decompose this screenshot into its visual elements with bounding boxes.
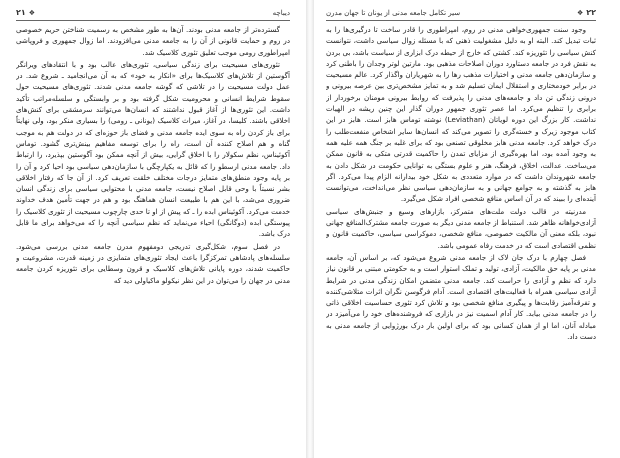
ornament-icon: ❖ [576, 9, 584, 17]
ornament-icon: ❖ [28, 9, 36, 17]
right-page [314, 0, 620, 458]
paragraph: فصل چهارم با درک جان لاک از جامعه مدنی شروع می‌شود که، بر اساس آن، جامعه مدنی بر پایه حق مالکیت، آزادی، تولید و تملک استوار است و به حکومتی مبتنی بر قانون نیاز دارد که نظم و آزادی را حراست کند. جامعه مدنی متضمن امکان زندگی مدنی در شرایط آزادی سیاسی همراه با فعالیت‌های اقتصادی است. آدام فرگوسن نگران اثرات متلاشی‌کننده و تفرقه‌آمیز رقابت‌ها و پیگیری منافع شخصی بود و تلاش کرد تئوری حساسیت اخلاقی ذاتی را در جامعه مدنی بیابد. کار آدام اسمیت نیز در بازاری که فروشنده‌های خود را می‌آمیزد در مبادله آنان، اما او از همان کسانی بود که برای اولین بار درک بورژوایی از جامعه مدنی به دست داد. [326, 252, 596, 342]
paragraph: گسترده‌تر از جامعه مدنی بودند. آن‌ها به طور مشخص به رسمیت شناختن حریم خصوصی در روم و حمایت قانونی از آن را به جامعه مدنی می‌افزودند. اما زوال جمهوری و فروپاشی امپراطوری رومی موجب تعلیق تئوری کلاسیک شد. [16, 25, 290, 57]
page-number: ۲۱ [16, 8, 26, 17]
left-page-body [16, 24, 290, 456]
paragraph: مدرنیته در قالب دولت ملت‌های متمرکز، بازارهای وسیع و جنبش‌های سیاسی آزادی‌خواهانه ظاهر شد. استنباط از جامعه مدنی دیگر به صورت جامعه مشترک‌المنافع جهانی نبود، بلکه معنی آن مالکیت خصوصی، منافع شخصی، دموکراسی سیاسی، حاکمیت قانون و نظمی اقتصادی است که در خدمت رفاه عمومی باشد. [326, 206, 596, 250]
left-page-header [16, 6, 290, 20]
header-rule [326, 20, 596, 21]
running-title: دیباچه [272, 9, 290, 17]
page-number: ۲۲ [586, 8, 596, 17]
right-page-header [326, 6, 596, 20]
left-page [0, 0, 306, 458]
running-title: سیر تکامل جامعه مدنی از یونان تا جهان مدرن [326, 9, 461, 17]
paragraph: وجود سنت جمهوری‌خواهی مدنی در روم، امپراطوری را قادر ساخت تا درگیری‌ها را به ثبات تبدیل کند. البته او به دلیل مشغولیت ذهنی که با مسئله زوال سیاسی داشت، نتوانست کنش سیاسی را تئوریزه کند. کشتی که خارج از حیطه درک ابزاری از سیاست باشد، بی بردن به نقش فرد در جامعه دستاورد دوران اصلاحات مذهبی بود. مارتین لوتر وجدان را باطنی کرد و سازمان‌دهی جامعه مدنی و اختیارات مذهب رها را به شهریاران واگذار کرد. عالم مسیحیت در برابر خودمختاری و استقلال ایمان تسلیم شد و به تمایز مشخص‌تری بین عرصه بیرونی و درونی زندگی تن داد و جامعه‌های مدنی را پذیرفت که روابط بیرونی مومنان برخوردار از برابری را تنظیم می‌کرد. اما عصر تئوری جمهور دوران گذار این چنین ریشه در الهیات نداشت. کار بزرگ این دوره لویاتان (Leviathan) نوشته توماس هابز است. هابز در این کتاب موجود زیرک و خسته‌گری را تصویر می‌کند که انسان‌ها سایر اشخاص منفعت‌طلب را درک خواهد کرد. جامعه مدنی هابز مخلوقی تصنعی بود که برای غلبه بر جنگ همه علیه همه به وجود آمده بود، اما بهره‌گیری از مزایای تمدن را حاکمیت قدرتی متکی به قانون ممکن می‌ساخت. عدالت، اخلاق، فرهنگ، هنر و علوم بستگی به توانایی حکومت در شکل دادن به جامعه شهروندان داشت که در موارد متعددی به شکل خود بیدارانه الزام پیدا می‌کرد. اگر هابز به گذشته و به جوامع جهانی و به سازمان‌دهی سیاسی نظر می‌انداخت، می‌توانست آینده‌ای را ببیند که در آن اساس منافع شخصی افراد شکل می‌گیرد. [326, 25, 596, 204]
right-page-number-group [577, 6, 596, 20]
paragraph: در فصل سوم، شکل‌گیری تدریجی دومفهوم مدرن جامعه مدنی بررسی می‌شود. سلسله‌های پادشاهی تمرکزگرا باعث ایجاد تئوری‌های متمایزی در زمینه قدرت، مشروعیت و حاکمیت شدند، دوره پایانی تلاش‌های کلاسیک و قرون وسطایی برای تئوریزه کردن جامعه مدنی در جهان را می‌توان در این نظر نیکولو ماکیاولی دید که [16, 241, 290, 285]
paragraph: تئوری‌های مسیحیت برای زندگی سیاسی، تئوری‌های عالب بود و با انتقادهای ویرانگر آگوستین از تلاش‌های کلاسیک‌ها برای «انکار به خود» که به آن می‌انجامید ـ شروع شد. در عمل دولت مسیحیت را در تلاشی که گوشه جامعه مدنی شدند. تئوری‌های مسیحیت حول سقوط شرایط انسانی و محرومیت شکل گرفته بود و بر وابستگی و سلسله‌مراتب تأکید داشت. این تئوری‌ها از آغاز قبول نداشتند که انسان‌ها می‌توانند سرمشقی برای کنش‌های اخلاقی باشند. کلیسا، در آغاز، میراث کلاسیک (یونانی ـ رومی) را بسیاری منکر بود، ولی نهایتاً برای باز کردن راه به سوی ایده جامعه مدنی و فضای باز حوزه‌ای که در دولت هم به موجب گناه و هم اصلاح کننده آن است، راه را برای توسعه مفاهیم بینش‌تری گشود. توماس آکوئیناس، نظم سکولار را با اخلاق گرایی، بیش از آنچه ممکن بود آگوستین بپذیرد، را ارتباط داد. جامعه مدنی ارسطو را که قائل به یکپارچگی با سازمان‌دهی سیاسی بود احیا کرد و آن را بر پایه وجود منطق‌های متمایز درجات مختلف خلقت تعریف کرد. از آن جا که رفتار اخلاقی بشر نسبتاً با وحی قابل اصلاح نیست، جامعه مدنی با محتوایی سیاسی برای زندگی انسان ضروری می‌شد، با این هم با طبیعت انسان هماهنگ بود و هم در جهت تأمین هدف خداوند خدمت می‌کرد. آکوئیناس ابده را ـ که پیش از او تا حدی چارچوب مسیحیت از تئوری کلاسیک را پیوستگی ابده (دوگانگی) احیاء می‌نماید که نظم سیاسی آنچه را که می‌خواهد برای ما قابل درک باشد. [16, 59, 290, 239]
header-rule [16, 20, 290, 21]
book-gutter [306, 0, 314, 458]
right-page-body [326, 24, 596, 456]
left-page-number-group [16, 6, 35, 20]
